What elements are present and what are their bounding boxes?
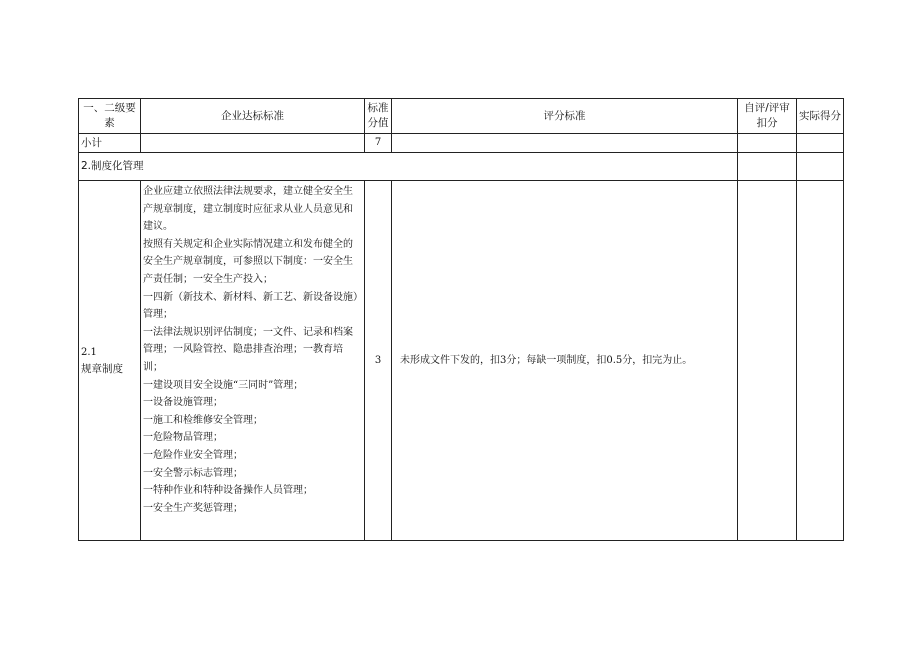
subtotal-criteria-cell xyxy=(392,134,738,153)
standard-line: 一危险作业安全管理； xyxy=(143,449,243,461)
standard-line: 一法律法规识别评估制度；一文件、记录和档案管理；一风险管控、隐患排查治理；一教育培训； xyxy=(143,326,353,373)
item-element-cell xyxy=(79,181,141,541)
standard-line: 一安全警示标志管理； xyxy=(143,467,243,479)
subtotal-value: 7 xyxy=(365,134,392,153)
standard-line: 一特种作业和特种设备操作人员管理； xyxy=(143,485,313,497)
header-score-value: 标准分值 xyxy=(365,99,392,134)
header-standard: 企业达标标准 xyxy=(141,99,365,134)
header-element: 一、二级要素 xyxy=(79,99,141,134)
item-standard xyxy=(141,181,365,541)
assessment-table xyxy=(78,98,844,541)
standard-line: 一安全生产奖惩管理； xyxy=(143,502,243,514)
section-review-cell xyxy=(738,153,797,181)
subtotal-label: 小计 xyxy=(79,134,141,153)
header-criteria: 评分标准 xyxy=(392,99,738,134)
item-actual-cell xyxy=(797,181,844,541)
standard-line: 一施工和检维修安全管理； xyxy=(143,414,263,426)
standard-line: 一四新（新技术、新材料、新工艺、新设备设施）管理； xyxy=(143,291,358,321)
section-title: 2.制度化管理 xyxy=(79,153,738,181)
subtotal-review-cell xyxy=(738,134,797,153)
item-score: 3 xyxy=(365,181,392,541)
subtotal-actual-cell xyxy=(797,134,844,153)
header-self-review: 自评/评审扣分 xyxy=(738,99,797,134)
subtotal-standard-cell xyxy=(141,134,365,153)
header-actual-score: 实际得分 xyxy=(797,99,844,134)
standard-line: 按照有关规定和企业实际情况建立和发布健全的安全生产规章制度，可参照以下制度：一安全生产责任制；一安全生产投入； xyxy=(143,238,353,285)
standard-line: 一危险物品管理； xyxy=(143,432,223,444)
item-review-cell xyxy=(738,181,797,541)
item-name: 规章制度 xyxy=(81,362,123,375)
item-number: 2.1 xyxy=(81,347,97,359)
standard-line: 一设备设施管理； xyxy=(143,397,223,409)
standard-line: 企业应建立依照法律法规要求，建立健全安全生产规章制度，建立制度时应征求从业人员意见和建议。 xyxy=(143,186,353,233)
item-criteria: 未形成文件下发的，扣3分；每缺一项制度，扣0.5分，扣完为止。 xyxy=(392,181,738,541)
standard-line: 一建设项目安全设施“三同时”管理； xyxy=(143,379,304,391)
section-actual-cell xyxy=(797,153,844,181)
